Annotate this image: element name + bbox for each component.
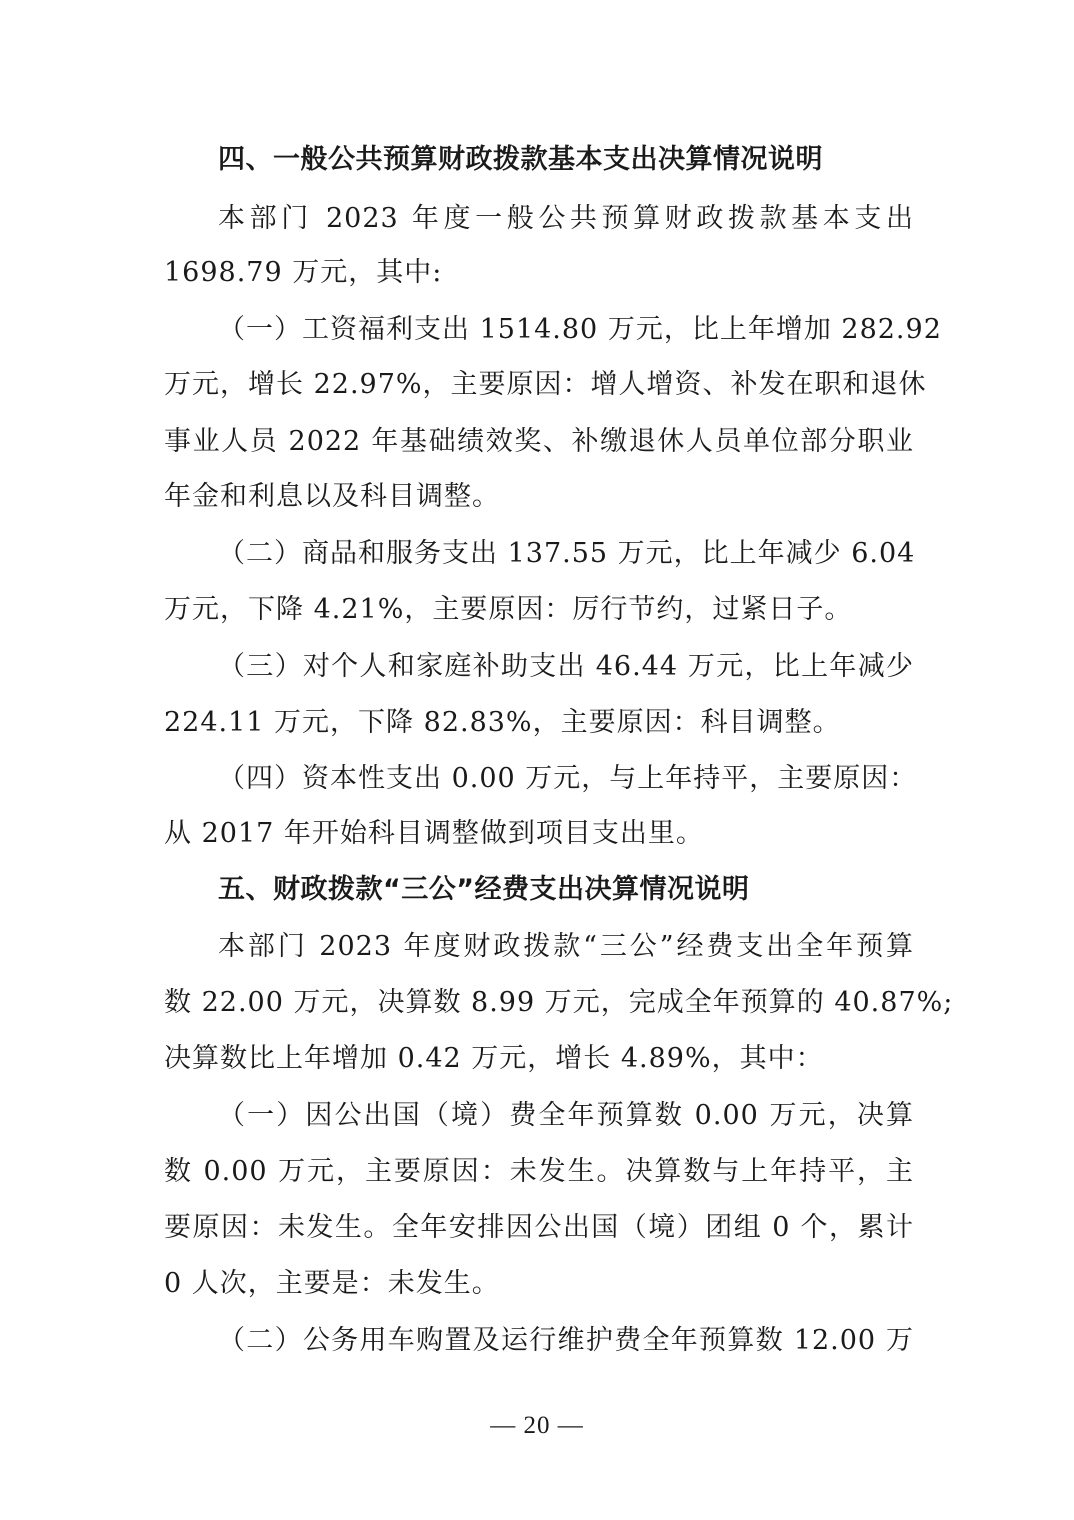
paragraph-line: 本部门 2023 年度财政拨款“三公”经费支出全年预算 <box>218 931 914 962</box>
paragraph-line: （四）资本性支出 0.00 万元，与上年持平，主要原因： <box>218 763 918 794</box>
paragraph-line: （一）因公出国（境）费全年预算数 0.00 万元，决算 <box>218 1100 914 1131</box>
paragraph-line: 从 2017 年开始科目调整做到项目支出里。 <box>164 818 704 849</box>
paragraph-line: 数 22.00 万元，决算数 8.99 万元，完成全年预算的 40.87%; <box>164 987 954 1018</box>
paragraph-line: （二）商品和服务支出 137.55 万元，比上年减少 6.04 <box>218 538 916 569</box>
paragraph-line: 0 人次，主要是：未发生。 <box>164 1268 500 1299</box>
paragraph-line: 1698.79 万元，其中: <box>164 257 443 288</box>
paragraph-line: 要原因：未发生。全年安排因公出国（境）团组 0 个，累计 <box>164 1212 914 1243</box>
paragraph-line: （二）公务用车购置及运行维护费全年预算数 12.00 万 <box>218 1325 914 1356</box>
paragraph-line: 数 0.00 万元，主要原因：未发生。决算数与上年持平，主 <box>164 1156 914 1187</box>
paragraph-line: 年金和利息以及科目调整。 <box>164 481 500 512</box>
paragraph-line: 决算数比上年增加 0.42 万元，增长 4.89%，其中： <box>164 1043 824 1074</box>
paragraph-line: 本部门 2023 年度一般公共预算财政拨款基本支出 <box>218 203 914 234</box>
page-number: — 20 — <box>490 1412 584 1439</box>
paragraph-line: （三）对个人和家庭补助支出 46.44 万元，比上年减少 <box>218 651 914 682</box>
paragraph-line: 224.11 万元，下降 82.83%，主要原因：科目调整。 <box>164 707 841 738</box>
paragraph-line: （一）工资福利支出 1514.80 万元，比上年增加 282.92 <box>218 314 942 345</box>
paragraph-line: 万元，增长 22.97%，主要原因：增人增资、补发在职和退休 <box>164 369 927 400</box>
section-heading-three-public-expenses: 五、财政拨款“三公”经费支出决算情况说明 <box>218 874 750 905</box>
section-heading-general-budget-basic-expenditure: 四、一般公共预算财政拨款基本支出决算情况说明 <box>218 144 823 175</box>
paragraph-line: 事业人员 2022 年基础绩效奖、补缴退休人员单位部分职业 <box>164 426 914 457</box>
paragraph-line: 万元，下降 4.21%，主要原因：厉行节约，过紧日子。 <box>164 594 853 625</box>
